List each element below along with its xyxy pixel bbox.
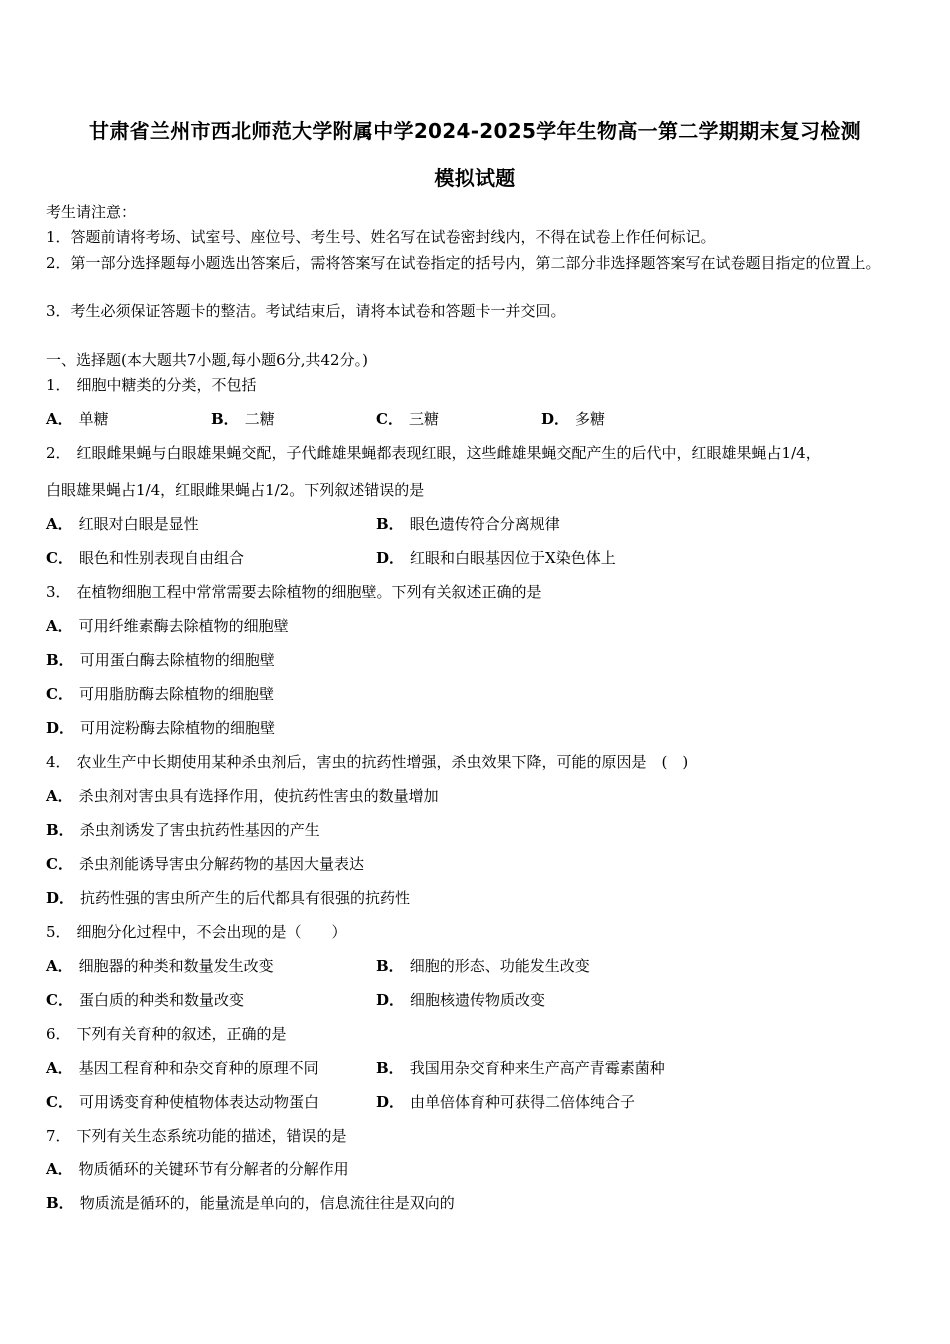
- question-7-option-b: B． 物质流是循环的，能量流是单向的，信息流往往是双向的: [46, 1194, 455, 1212]
- question-3-option-a: A． 可用纤维素酶去除植物的细胞壁: [46, 617, 289, 635]
- notice-item-2: 2．第一部分选择题每小题选出答案后，需将答案写在试卷指定的括号内，第二部分非选择题答案写在试卷题目指定的位置上。: [46, 254, 881, 272]
- question-2-option-d: D． 红眼和白眼基因位于X染色体上: [376, 549, 616, 567]
- question-4-option-d: D． 抗药性强的害虫所产生的后代都具有很强的抗药性: [46, 889, 411, 907]
- question-5-option-d: D． 细胞核遗传物质改变: [376, 991, 546, 1009]
- question-2-stem: 2． 红眼雌果蝇与白眼雄果蝇交配，子代雌雄果蝇都表现红眼，这些雌雄果蝇交配产生的后代中，红眼雄果蝇占1/4，: [46, 444, 821, 462]
- question-2-option-c: C． 眼色和性别表现自由组合: [46, 549, 244, 567]
- question-5-option-a: A． 细胞器的种类和数量发生改变: [46, 957, 274, 975]
- question-2-option-a: A． 红眼对白眼是显性: [46, 515, 199, 533]
- page-title-line2: 模拟试题: [434, 166, 516, 190]
- question-1-stem: 1． 细胞中糖类的分类，不包括: [46, 376, 257, 394]
- question-2-option-b: B． 眼色遗传符合分离规律: [376, 515, 560, 533]
- question-7-option-a: A． 物质循环的关键环节有分解者的分解作用: [46, 1160, 349, 1178]
- question-4-option-b: B． 杀虫剂诱发了害虫抗药性基因的产生: [46, 821, 320, 839]
- notice-item-1: 1．答题前请将考场、试室号、座位号、考生号、姓名写在试卷密封线内，不得在试卷上作任何标记。: [46, 228, 716, 246]
- section-heading: 一、选择题(本大题共7小题,每小题6分,共42分。): [46, 351, 368, 369]
- question-6-stem: 6． 下列有关育种的叙述，正确的是: [46, 1025, 287, 1043]
- question-1-option-d: D． 多糖: [541, 410, 606, 428]
- notice-item-3: 3．考生必须保证答题卡的整洁。考试结束后，请将本试卷和答题卡一并交回。: [46, 302, 566, 320]
- question-6-option-a: A． 基因工程育种和杂交育种的原理不同: [46, 1059, 319, 1077]
- question-5-stem: 5． 细胞分化过程中，不会出现的是（ ）: [46, 923, 347, 941]
- question-3-option-d: D． 可用淀粉酶去除植物的细胞壁: [46, 719, 276, 737]
- question-5-option-c: C． 蛋白质的种类和数量改变: [46, 991, 244, 1009]
- question-3-stem: 3． 在植物细胞工程中常常需要去除植物的细胞壁。下列有关叙述正确的是: [46, 583, 542, 601]
- question-6-option-b: B． 我国用杂交育种来生产高产青霉素菌种: [376, 1059, 665, 1077]
- question-2-stem-continued: 白眼雄果蝇占1/4，红眼雌果蝇占1/2。下列叙述错误的是: [46, 481, 425, 499]
- question-6-option-c: C． 可用诱变育种使植物体表达动物蛋白: [46, 1093, 319, 1111]
- question-6-option-d: D． 由单倍体育种可获得二倍体纯合子: [376, 1093, 636, 1111]
- question-3-option-c: C． 可用脂肪酶去除植物的细胞壁: [46, 685, 274, 703]
- question-1-option-a: A． 单糖: [46, 410, 109, 428]
- question-4-stem: 4． 农业生产中长期使用某种杀虫剂后，害虫的抗药性增强，杀虫效果下降，可能的原因是 ( ): [46, 753, 689, 771]
- question-5-option-b: B． 细胞的形态、功能发生改变: [376, 957, 590, 975]
- question-3-option-b: B． 可用蛋白酶去除植物的细胞壁: [46, 651, 275, 669]
- notice-heading: 考生请注意：: [46, 203, 137, 221]
- question-1-option-c: C． 三糖: [376, 410, 439, 428]
- question-4-option-c: C． 杀虫剂能诱导害虫分解药物的基因大量表达: [46, 855, 364, 873]
- question-7-stem: 7． 下列有关生态系统功能的描述，错误的是: [46, 1127, 347, 1145]
- page-title-line1: 甘肃省兰州市西北师范大学附属中学2024-2025学年生物高一第二学期期末复习检测: [89, 119, 861, 143]
- question-4-option-a: A． 杀虫剂对害虫具有选择作用，使抗药性害虫的数量增加: [46, 787, 439, 805]
- question-1-option-b: B． 二糖: [211, 410, 275, 428]
